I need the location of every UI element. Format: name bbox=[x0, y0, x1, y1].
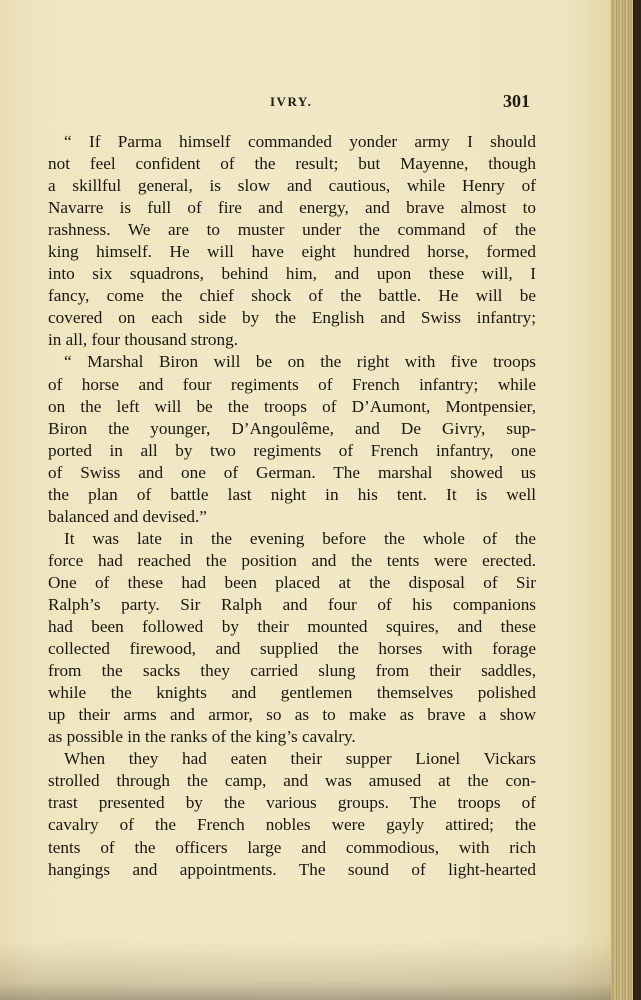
text-line: Biron the younger, D’Angoulême, and De Givry, sup- bbox=[48, 418, 536, 438]
text-line: balanced and devised.” bbox=[48, 506, 207, 526]
text-line: up their arms and armor, so as to make as brave a show bbox=[48, 705, 536, 725]
text-line: of horse and four regiments of French infantry; while bbox=[48, 374, 536, 394]
text-line: in all, four thousand strong. bbox=[48, 330, 238, 350]
text-line: from the sacks they carried slung from their saddles, bbox=[48, 661, 536, 681]
book-cover-edge bbox=[633, 0, 641, 1000]
text-line: rashness. We are to muster under the command of the bbox=[48, 220, 536, 240]
text-line: Ralph’s party. Sir Ralph and four of his companions bbox=[48, 594, 536, 614]
page-number: 301 bbox=[503, 91, 530, 111]
text-line: When they had eaten their supper Lionel Vickars bbox=[64, 749, 536, 769]
text-line: of Swiss and one of German. The marshal showed us bbox=[48, 462, 536, 482]
running-head bbox=[48, 91, 536, 114]
text-line: force had reached the position and the tents were erected. bbox=[48, 550, 536, 570]
text-line: Navarre is full of fire and energy, and brave almost to bbox=[48, 198, 536, 218]
text-line: tents of the officers large and commodious, with rich bbox=[48, 837, 536, 857]
text-line: not feel confident of the result; but Mayenne, though bbox=[48, 154, 536, 174]
text-line: strolled through the camp, and was amused at the con- bbox=[48, 771, 536, 791]
body-text bbox=[48, 131, 536, 881]
text-line: the plan of battle last night in his tent. It is well bbox=[48, 484, 536, 504]
text-line: ported in all by two regiments of French infantry, one bbox=[48, 440, 536, 460]
text-line: collected firewood, and supplied the horses with forage bbox=[48, 639, 536, 659]
text-line: hangings and appointments. The sound of light-hearted bbox=[48, 859, 536, 879]
text-line: “ If Parma himself commanded yonder army I should bbox=[64, 132, 536, 151]
text-line: cavalry of the French nobles were gayly attired; the bbox=[48, 815, 536, 835]
page-bottom-shadow bbox=[0, 940, 611, 1000]
text-line: as possible in the ranks of the king’s cavalry. bbox=[48, 727, 356, 747]
text-line: It was late in the evening before the whole of the bbox=[64, 528, 536, 548]
text-line: “ Marshal Biron will be on the right with five troops bbox=[64, 352, 536, 372]
text-line: One of these had been placed at the disposal of Sir bbox=[48, 572, 536, 592]
text-line: while the knights and gentlemen themselves polished bbox=[48, 683, 536, 703]
text-line: fancy, come the chief shock of the battle. He will be bbox=[48, 286, 536, 306]
text-line: had been followed by their mounted squires, and these bbox=[48, 617, 536, 637]
text-line: on the left will be the troops of D’Aumont, Montpensier, bbox=[48, 396, 536, 416]
text-line: trast presented by the various groups. The troops of bbox=[48, 793, 536, 813]
running-title: IVRY. bbox=[270, 94, 313, 109]
text-line: a skillful general, is slow and cautious, while Henry of bbox=[48, 176, 536, 196]
text-line: king himself. He will have eight hundred horse, formed bbox=[48, 242, 536, 262]
text-line: into six squadrons, behind him, and upon these will, I bbox=[48, 264, 536, 284]
text-line: covered on each side by the English and Swiss infantry; bbox=[48, 308, 536, 328]
